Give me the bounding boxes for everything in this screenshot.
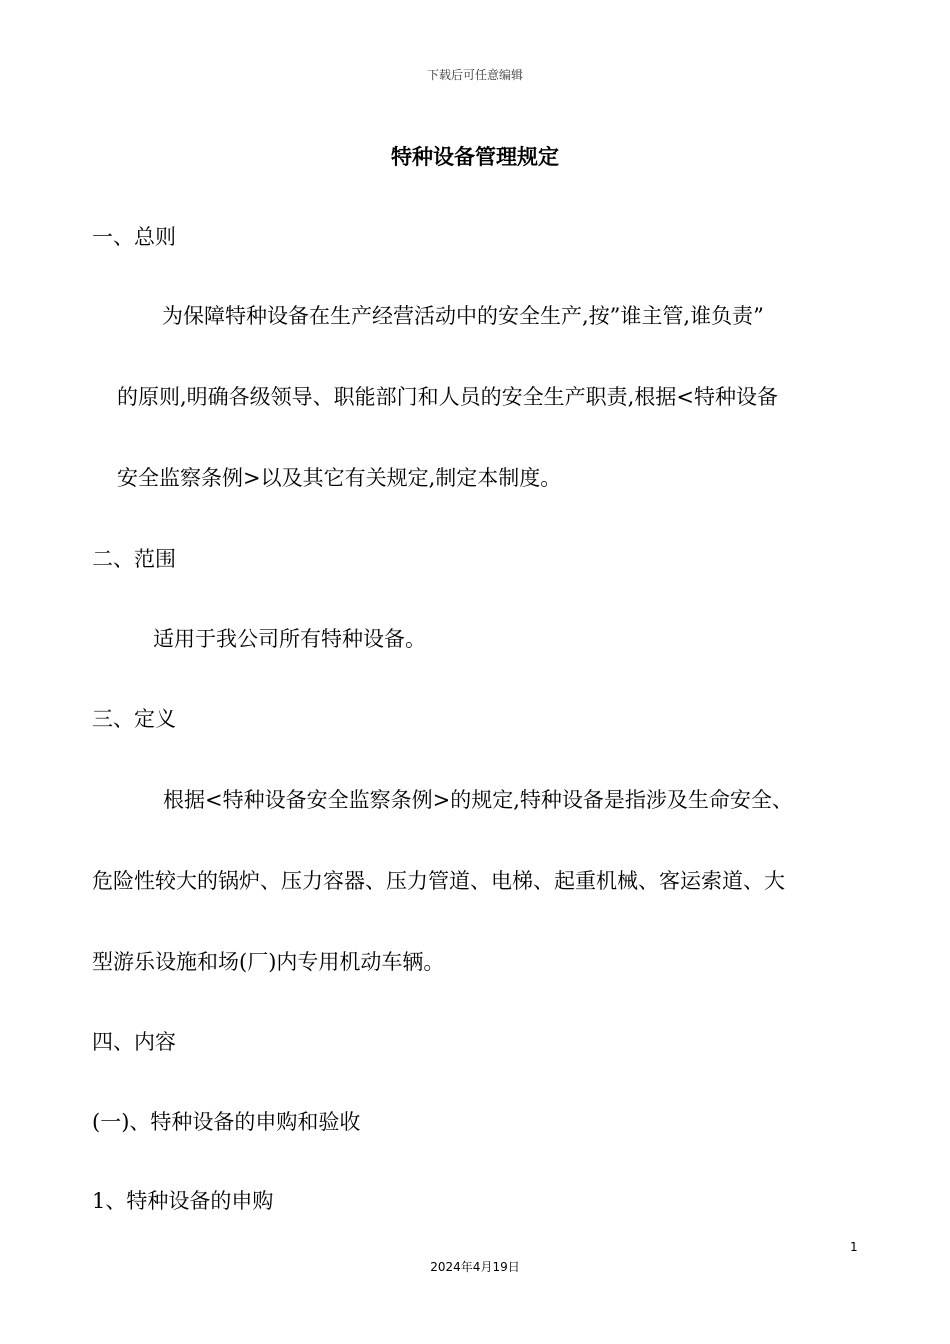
page-header: 下载后可任意编辑	[426, 68, 523, 82]
section-4-heading: 四、内容	[92, 1030, 176, 1054]
section-4-item-1: 1、特种设备的申购	[92, 1189, 274, 1213]
section-2-heading: 二、范围	[92, 547, 176, 571]
section-1-line-3: 安全监察条例>以及其它有关规定,制定本制度。	[117, 466, 562, 490]
section-3-heading: 三、定义	[92, 707, 176, 731]
section-3-line-2: 危险性较大的锅炉、压力容器、压力管道、电梯、起重机械、客运索道、大	[92, 869, 785, 893]
page-number: 1	[850, 1240, 858, 1254]
section-1-line-2: 的原则,明确各级领导、职能部门和人员的安全生产职责,根据<特种设备	[117, 385, 778, 409]
document-title: 特种设备管理规定	[391, 145, 559, 169]
section-1-heading: 一、总则	[92, 225, 176, 249]
footer-date: 2024年4月19日	[430, 1260, 520, 1274]
section-3-line-1: 根据<特种设备安全监察条例>的规定,特种设备是指涉及生命安全、	[163, 788, 793, 812]
section-2-line-1: 适用于我公司所有特种设备。	[153, 627, 426, 651]
section-3-line-3: 型游乐设施和场(厂)内专用机动车辆。	[92, 950, 445, 974]
section-4-subheading: (一)、特种设备的申购和验收	[92, 1110, 361, 1134]
section-1-line-1: 为保障特种设备在生产经营活动中的安全生产,按”谁主管,谁负责”	[162, 304, 764, 328]
